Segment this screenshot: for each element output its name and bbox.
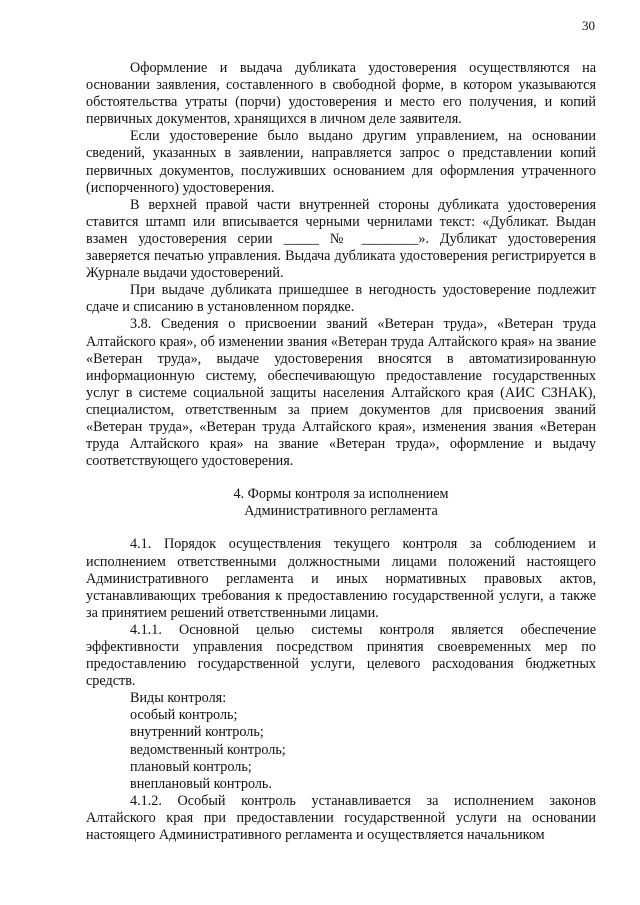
paragraph-other-department: Если удостоверение было выдано другим управлением, на основании сведений, указанных в заявлении, направляется запрос о представлении копий первичных документов, послуживших основанием для оформления утраченного (испорченного) удостоверения. — [86, 128, 596, 196]
paragraph-damaged-certificate: При выдаче дубликата пришедшее в негодность удостоверение подлежит сдаче и списанию в установленном порядке. — [86, 282, 596, 316]
control-types-title: Виды контроля: — [130, 690, 227, 707]
paragraph-4-1-1: 4.1.1. Основной целью системы контроля является обеспечение эффективности управления посредством принятия своевременных мер по предоставлению государственной услуги, целевого расходования бюджетных средств. — [86, 621, 596, 690]
control-type-item: плановый контроль; — [130, 758, 252, 775]
control-types-list — [86, 690, 596, 793]
document-body — [86, 60, 596, 844]
control-type-item: особый контроль; — [130, 707, 238, 724]
page-number: 30 — [582, 18, 595, 33]
paragraph-duplicate-stamp: В верхней правой части внутренней стороны дубликата удостоверения ставится штамп или вписывается черными чернилами текст: «Дубликат. Выдан взамен удостоверения серии _____ № ________». Дубликат удостоверения заверяется печатью управления. Выдача дубликата удостоверения регистрируется в Журнале выдачи удостоверений. — [86, 196, 596, 282]
control-type-item: ведомственный контроль; — [130, 741, 286, 758]
paragraph-4-1: 4.1. Порядок осуществления текущего контроля за соблюдением и исполнением ответственными должностными лицами положений настоящего Административного регламента и иных нормативных правовых актов, устанавливающих требования к предоставлению государственной услуги, а также за принятием решений ответственными лицами. — [86, 536, 596, 621]
section-heading-line-1: 4. Формы контроля за исполнением — [233, 486, 449, 503]
control-type-item: внеплановый контроль. — [130, 775, 272, 792]
section-heading-line-2: Административного регламента — [244, 503, 438, 520]
control-type-item: внутренний контроль; — [130, 724, 264, 741]
paragraph-4-1-2: 4.1.2. Особый контроль устанавливается за исполнением законов Алтайского края при предоставлении государственной услуги на основании настоящего Административного регламента и осуществляется начальником — [86, 792, 596, 844]
paragraph-3-8: 3.8. Сведения о присвоении званий «Ветеран труда», «Ветеран труда Алтайского края», об изменении звания «Ветеран труда Алтайского края» на звание «Ветеран труда», выдаче удостоверения вносятся в автоматизированную информационную систему, обеспечивающую предоставление государственных услуг в системе социальной защиты населения Алтайского края (АИС СЗНАК), специалистом, ответственным за прием документов для присвоения званий «Ветеран труда», «Ветеран труда Алтайского края», изменения звания «Ветеран труда Алтайского края» на звание «Ветеран труда», оформление и выдачу соответствующего удостоверения. — [86, 316, 596, 470]
paragraph-duplicate-issuance: Оформление и выдача дубликата удостоверения осуществляются на основании заявления, составленного в свободной форме, в котором указываются обстоятельства утраты (порчи) удостоверения и место его получения, и копий первичных документов, хранящихся в личном деле заявителя. — [86, 60, 596, 128]
section-heading — [86, 486, 596, 520]
